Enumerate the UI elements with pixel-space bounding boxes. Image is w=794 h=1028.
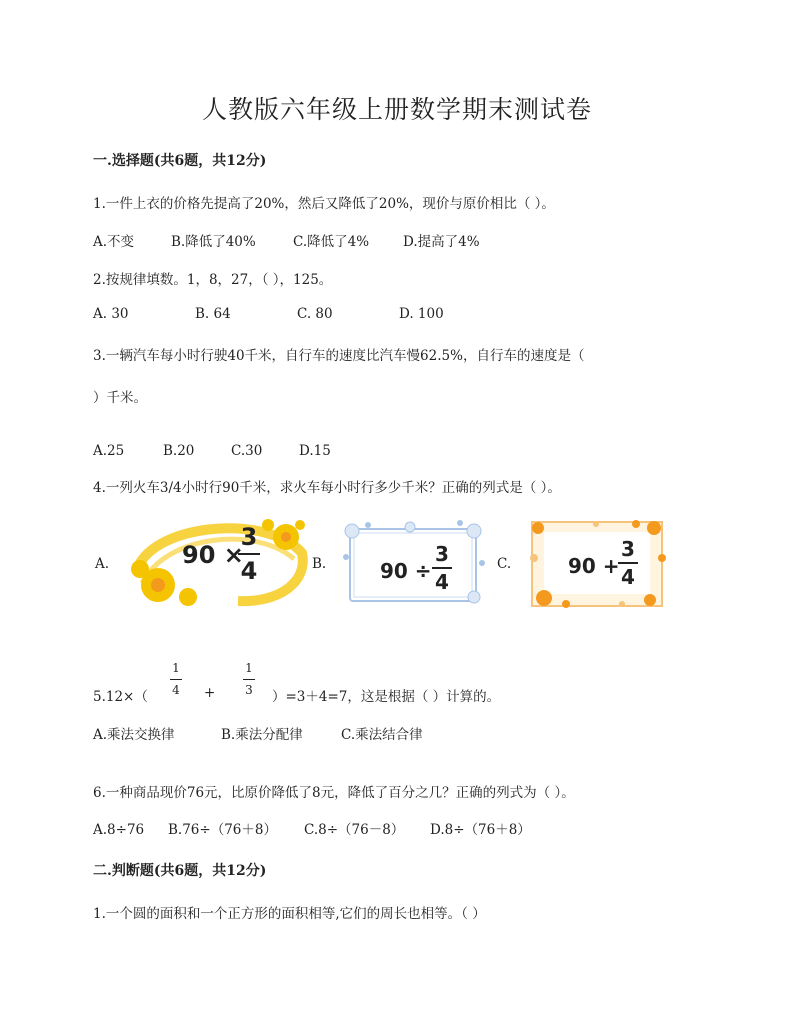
option-c: C.8÷（76－8） xyxy=(304,822,405,838)
option-b: B.20 xyxy=(163,443,195,459)
option-b: B.降低了40% xyxy=(171,234,256,250)
question-5-plus: + xyxy=(204,685,216,701)
expression-b-fraction: 3 4 xyxy=(432,541,452,595)
expression-c-left: 90 + xyxy=(568,554,620,578)
fraction-one-third: 1 3 xyxy=(241,661,257,698)
question-1-options xyxy=(93,230,480,250)
option-d: D.15 xyxy=(299,443,331,459)
question-6-options xyxy=(93,818,531,838)
option-c-label: C. xyxy=(497,556,512,572)
question-3-line-2: ）千米。 xyxy=(93,390,147,406)
option-a: A. 30 xyxy=(93,306,129,322)
option-a: A.不变 xyxy=(93,234,135,250)
option-b: B.乘法分配律 xyxy=(221,727,303,743)
option-c-card xyxy=(526,518,668,610)
option-a: A.乘法交换律 xyxy=(93,727,175,743)
judgement-1: 1.一个圆的面积和一个正方形的面积相等,它们的周长也相等。（ ） xyxy=(93,906,486,922)
question-2-options xyxy=(93,303,444,322)
question-4: 4.一列火车3/4小时行90千米，求火车每小时行多少千米？正确的列式是（ ）。 xyxy=(93,480,561,496)
question-5-suffix: ）=3＋4=7，这是根据（ ）计算的。 xyxy=(272,689,501,705)
expression-a-left: 90 × xyxy=(182,541,244,569)
option-c: C.乘法结合律 xyxy=(341,727,423,743)
option-d: D.8÷（76＋8） xyxy=(430,822,531,838)
option-b: B. 64 xyxy=(195,306,231,322)
fraction-one-quarter: 1 4 xyxy=(168,661,184,698)
question-2: 2.按规律填数。1，8，27，（ ），125。 xyxy=(93,272,333,288)
option-b: B.76÷（76＋8） xyxy=(168,822,277,838)
question-3-options xyxy=(93,440,331,459)
section-heading-choice: 一.选择题(共6题，共12分) xyxy=(93,153,267,169)
option-b-label: B. xyxy=(312,556,327,572)
option-d: D.提高了4% xyxy=(403,234,480,250)
expression-c-fraction: 3 4 xyxy=(618,536,638,590)
question-6: 6.一种商品现价76元，比原价降低了8元，降低了百分之几？正确的列式为（ ）。 xyxy=(93,785,575,801)
option-a: A.8÷76 xyxy=(93,822,145,838)
option-c: C.30 xyxy=(231,443,263,459)
option-a-label: A. xyxy=(95,556,110,572)
question-5-options xyxy=(93,723,423,743)
expression-b-left: 90 ÷ xyxy=(380,559,432,583)
option-a: A.25 xyxy=(93,443,125,459)
question-3-line-1: 3.一辆汽车每小时行驶40千米，自行车的速度比汽车慢62.5%，自行车的速度是（ xyxy=(93,348,585,364)
option-c: C.降低了4% xyxy=(293,234,370,250)
question-5-prefix: 5.12×（ xyxy=(93,689,148,705)
option-d: D. 100 xyxy=(399,306,444,322)
option-c: C. 80 xyxy=(297,306,333,322)
option-a-card xyxy=(118,513,312,609)
page-title: 人教版六年级上册数学期末测试卷 xyxy=(201,95,592,124)
option-b-card xyxy=(340,517,486,609)
section-heading-judgement: 二.判断题(共6题，共12分) xyxy=(93,863,267,879)
expression-a-fraction: 3 4 xyxy=(238,521,260,587)
question-1: 1.一件上衣的价格先提高了20%，然后又降低了20%，现价与原价相比（ ）。 xyxy=(93,196,555,212)
